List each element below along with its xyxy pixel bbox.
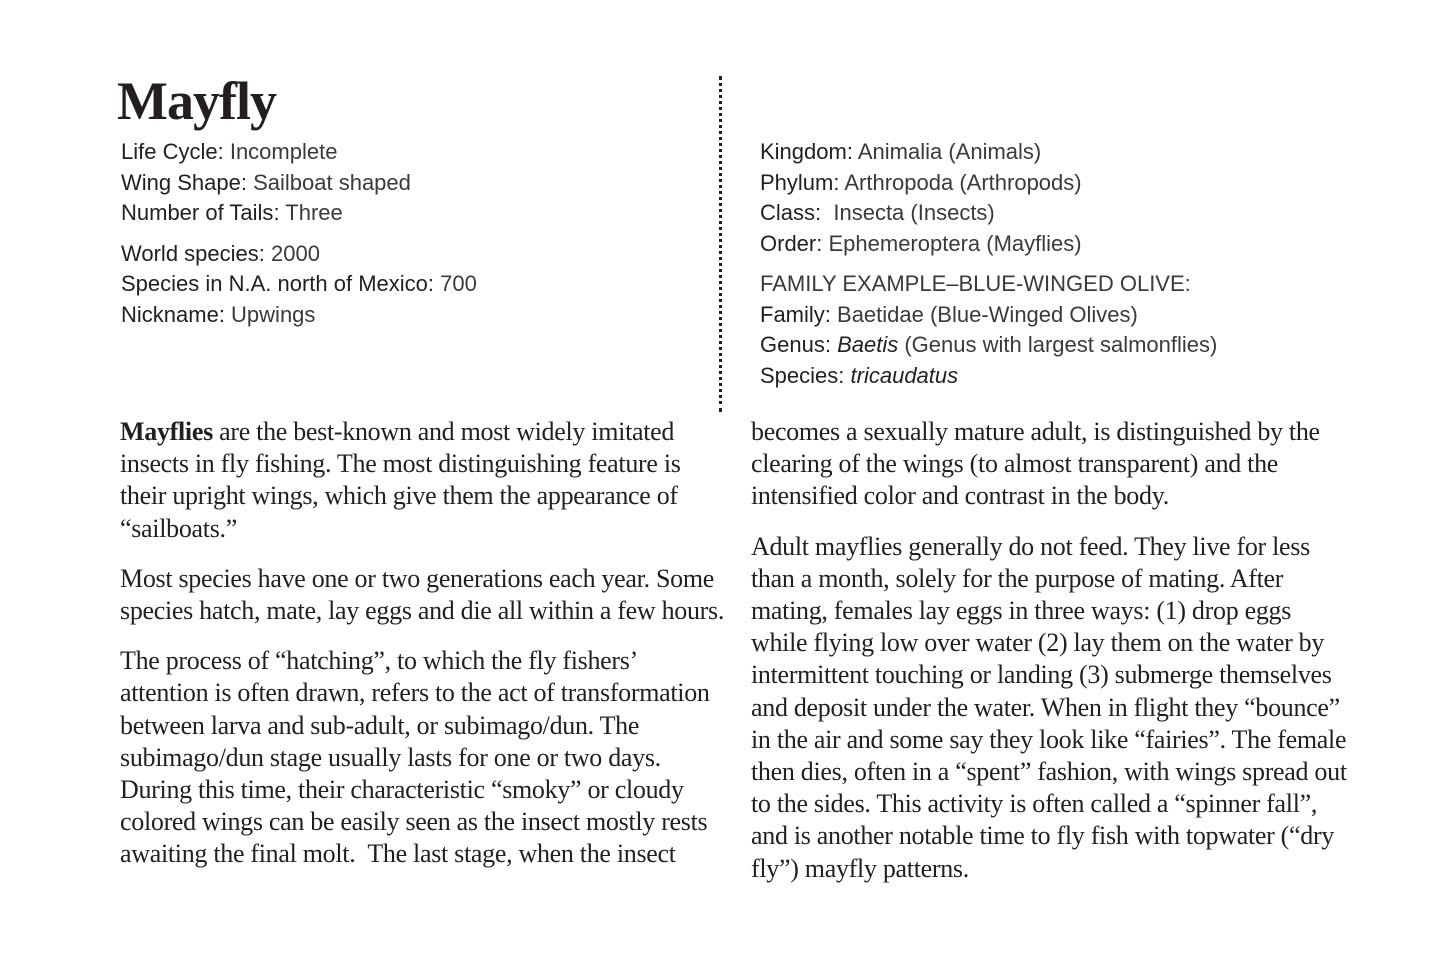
page-title: Mayfly	[117, 71, 276, 131]
text-line: then dies, often in a “spent” fashion, with wings spread out	[751, 757, 1347, 787]
text-line: intensified color and contrast in the body.	[751, 481, 1169, 511]
fact-label: Number of Tails	[121, 200, 274, 225]
tax-value: Animalia (Animals)	[857, 139, 1042, 164]
tax-label: Kingdom	[760, 139, 847, 164]
fact-wing-shape: Wing Shape: Sailboat shaped	[121, 169, 411, 195]
tax-value: Insecta (Insects)	[827, 200, 995, 225]
text-line: attention is often drawn, refers to the act of transformation	[120, 678, 710, 708]
tax-kingdom: Kingdom: Animalia (Animals)	[760, 139, 1042, 164]
text-line: their upright wings, which give them the appearance of	[120, 481, 678, 511]
family-example-heading: FAMILY EXAMPLE–BLUE-WINGED OLIVE:	[760, 271, 1191, 296]
text-line: During this time, their characteristic “smoky” or cloudy	[120, 775, 684, 805]
text-line: clearing of the wings (to almost transparent) and the	[751, 449, 1279, 479]
body-column-right	[751, 416, 1351, 903]
tax-value: Arthropoda (Arthropods)	[844, 169, 1082, 195]
fact-label: Wing Shape	[121, 169, 241, 195]
tax-family: Family: Baetidae (Blue-Winged Olives)	[760, 301, 1138, 327]
fact-world-species: World species: 2000	[121, 240, 320, 266]
tax-species: Species: tricaudatus	[760, 362, 959, 388]
tax-order: Order: Ephemeroptera (Mayflies)	[760, 230, 1082, 256]
paragraph-mating	[751, 531, 1351, 885]
fact-label: Species in N.A. north of Mexico	[121, 271, 428, 296]
tax-label: Order	[760, 230, 817, 256]
text-line: Adult mayflies generally do not feed. They live for less	[751, 531, 1310, 561]
fact-nickname: Nickname: Upwings	[121, 301, 316, 327]
text-line: mating, females lay eggs in three ways: (1) drop eggs	[751, 596, 1292, 626]
bold-term: Mayflies	[120, 417, 213, 446]
tax-label: Phylum	[760, 169, 834, 195]
tax-value: Baetidae (Blue-Winged Olives)	[837, 301, 1138, 327]
text-line: between larva and sub-adult, or subimago/dun. The	[120, 710, 640, 740]
text-line: subimago/dun stage usually lasts for one or two days.	[120, 742, 661, 772]
species-italic: tricaudatus	[850, 362, 959, 388]
tax-label: Family	[760, 301, 825, 327]
fact-tails: Number of Tails: Three	[121, 200, 343, 225]
text-line: species hatch, mate, lay eggs and die all within a few hours.	[120, 596, 725, 626]
genus-italic: Baetis	[837, 332, 899, 357]
fact-value: Incomplete	[229, 139, 338, 164]
tax-value: Ephemeroptera (Mayflies)	[828, 230, 1082, 256]
fact-na-species: Species in N.A. north of Mexico: 700	[121, 271, 477, 296]
dotted-divider	[719, 76, 722, 412]
paragraph-adult	[751, 416, 1351, 513]
fact-label: Nickname	[121, 301, 219, 327]
tax-genus: Genus: Baetis (Genus with largest salmonflies)	[760, 332, 1218, 357]
fact-label: World species	[121, 240, 259, 266]
facts-left	[121, 137, 477, 330]
paragraph-hatching	[120, 645, 720, 870]
taxonomy-panel	[760, 137, 1217, 391]
text-line: to the sides. This activity is often called a “spinner fall”,	[751, 789, 1318, 819]
text-line: “sailboats.”	[120, 513, 237, 543]
fact-label: Life Cycle	[121, 139, 218, 164]
text-line: than a month, solely for the purpose of mating. After	[751, 563, 1284, 593]
fact-value: Upwings	[231, 301, 316, 327]
tax-label: Class	[760, 200, 816, 225]
fact-value: Sailboat shaped	[253, 169, 411, 195]
text-line: The process of “hatching”, to which the fly fishers’	[120, 646, 638, 676]
text-line: while flying low over water (2) lay them on the water by	[751, 628, 1325, 658]
fact-value: 700	[440, 271, 477, 296]
body-column-left	[120, 416, 725, 889]
tax-class: Class: Insecta (Insects)	[760, 200, 995, 225]
tax-label: Species	[760, 362, 839, 388]
paragraph-intro	[120, 416, 720, 545]
text-line: and deposit under the water. When in flight they “bounce”	[751, 692, 1340, 722]
fact-value: Three	[285, 200, 343, 225]
text-line: are the best-known and most widely imitated	[212, 417, 675, 446]
tax-phylum: Phylum: Arthropoda (Arthropods)	[760, 169, 1082, 195]
fact-value: 2000	[271, 240, 320, 266]
text-line: and is another notable time to fly fish with topwater (“dry	[751, 821, 1335, 851]
text-line: Most species have one or two generations each year. Some	[120, 563, 715, 593]
text-line: colored wings can be easily seen as the insect mostly rests	[120, 807, 708, 837]
text-line: insects in fly fishing. The most distinguishing feature is	[120, 449, 681, 479]
text-line: becomes a sexually mature adult, is distinguished by the	[751, 417, 1320, 446]
text-line: fly”) mayfly patterns.	[751, 853, 969, 883]
text-line: in the air and some say they look like “fairies”. The female	[751, 724, 1347, 754]
tax-label: Genus	[760, 332, 825, 357]
paragraph-generations	[120, 563, 725, 627]
fact-life-cycle: Life Cycle: Incomplete	[121, 139, 338, 164]
tax-value: (Genus with largest salmonflies)	[904, 332, 1218, 357]
text-line: intermittent touching or landing (3) submerge themselves	[751, 660, 1332, 690]
text-line: awaiting the final molt. The last stage, when the insect	[120, 839, 676, 869]
